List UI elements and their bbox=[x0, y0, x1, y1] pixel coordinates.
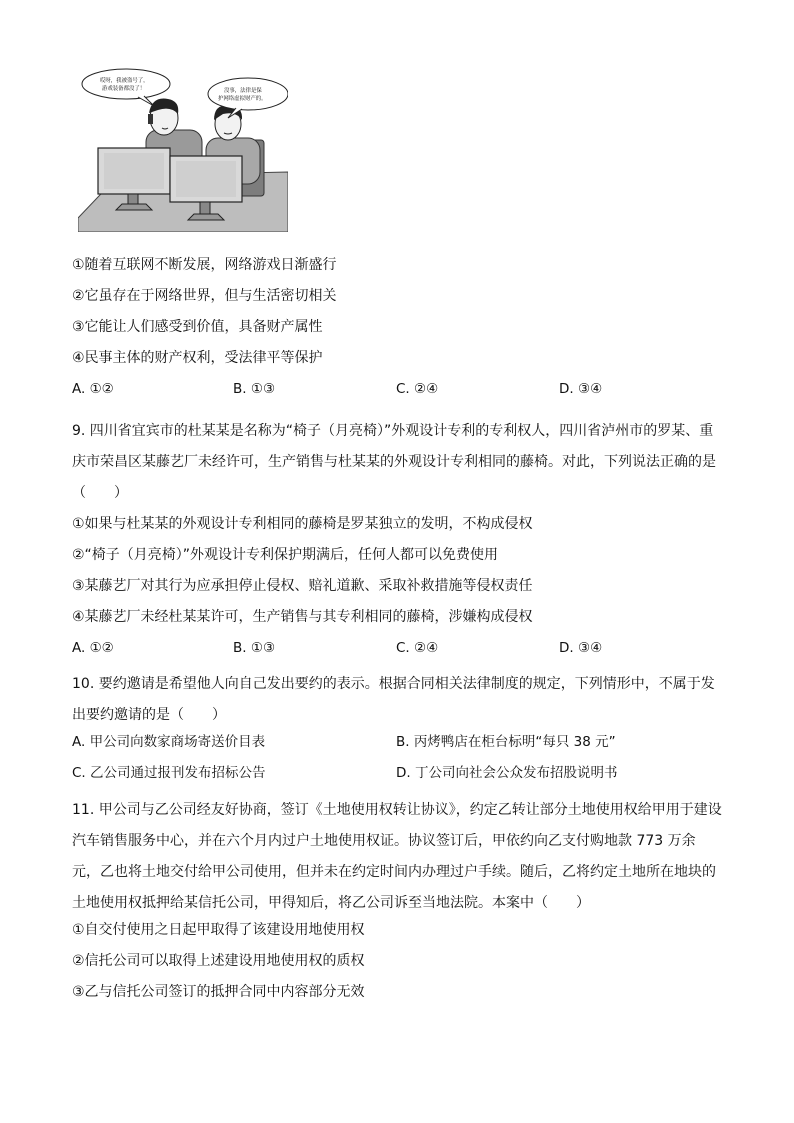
svg-text:没事，法律是保: 没事，法律是保 bbox=[224, 88, 262, 94]
q10-stem: 10. 要约邀请是希望他人向自己发出要约的表示。根据合同相关法律制度的规定，下列情形中，不属于发出要约邀请的是（ ） bbox=[72, 676, 715, 723]
q8-option-b[interactable]: B. ①③ bbox=[233, 381, 276, 397]
q10-option-c[interactable]: C. 乙公司通过报刊发布招标公告 bbox=[72, 765, 266, 781]
q8-option-a[interactable]: A. ①② bbox=[72, 381, 114, 397]
q9-stem: 9. 四川省宜宾市的杜某某是名称为“椅子（月亮椅）”外观设计专利的专利权人，四川省泸州市的罗某、重庆市荣昌区某藤艺厂未经许可，生产销售与杜某某的外观设计专利相同的藤椅。对此，下列说法正确的是（ ） bbox=[72, 423, 716, 501]
q11-item-2: ②信托公司可以取得上述建设用地使用权的质权 bbox=[72, 953, 365, 969]
q8-item-2: ②它虽存在于网络世界，但与生活密切相关 bbox=[72, 288, 337, 304]
q8-option-d[interactable]: D. ③④ bbox=[559, 381, 603, 397]
q10-option-d[interactable]: D. 丁公司向社会公众发布招股说明书 bbox=[396, 765, 618, 781]
q8-option-c[interactable]: C. ②④ bbox=[396, 381, 439, 397]
svg-text:哎呀，我被盗号了，: 哎呀，我被盗号了， bbox=[100, 78, 149, 84]
q9-item-2: ②“椅子（月亮椅）”外观设计专利保护期满后，任何人都可以免费使用 bbox=[72, 547, 499, 563]
svg-text:游戏装备都没了！: 游戏装备都没了！ bbox=[102, 86, 146, 92]
cartoon-illustration bbox=[78, 68, 288, 232]
q9-option-b[interactable]: B. ①③ bbox=[233, 640, 276, 656]
q9-item-3: ③某藤艺厂对其行为应承担停止侵权、赔礼道歉、采取补救措施等侵权责任 bbox=[72, 578, 533, 594]
q9-item-4: ④某藤艺厂未经杜某某许可，生产销售与其专利相同的藤椅，涉嫌构成侵权 bbox=[72, 609, 533, 625]
svg-text:护网络虚拟财产的。: 护网络虚拟财产的。 bbox=[218, 96, 267, 102]
q10-option-b[interactable]: B. 丙烤鸭店在柜台标明“每只 38 元” bbox=[396, 734, 616, 750]
q9-item-1: ①如果与杜某某的外观设计专利相同的藤椅是罗某独立的发明，不构成侵权 bbox=[72, 516, 533, 532]
q9-option-d[interactable]: D. ③④ bbox=[559, 640, 603, 656]
q8-item-3: ③它能让人们感受到价值，具备财产属性 bbox=[72, 319, 323, 335]
q10-option-a[interactable]: A. 甲公司向数家商场寄送价目表 bbox=[72, 734, 266, 750]
q8-item-4: ④民事主体的财产权利，受法律平等保护 bbox=[72, 350, 323, 366]
q11-item-1: ①自交付使用之日起甲取得了该建设用地使用权 bbox=[72, 922, 365, 938]
q11-item-3: ③乙与信托公司签订的抵押合同中内容部分无效 bbox=[72, 984, 365, 1000]
q9-option-c[interactable]: C. ②④ bbox=[396, 640, 439, 656]
q11-stem: 11. 甲公司与乙公司经友好协商，签订《土地使用权转让协议》，约定乙转让部分土地使用权给甲用于建设汽车销售服务中心，并在六个月内过户土地使用权证。协议签订后，甲依约向乙支付购地款 773 万余元，乙也将土地交付给甲公司使用，但并未在约定时间内办理过户手续。随后，乙将约定土地所在地块的土地使用权抵押给某信托公司，甲得知后，将乙公司诉至当地法院。本案中（ ） bbox=[72, 802, 722, 911]
q9-option-a[interactable]: A. ①② bbox=[72, 640, 114, 656]
q8-item-1: ①随着互联网不断发展，网络游戏日渐盛行 bbox=[72, 257, 337, 273]
